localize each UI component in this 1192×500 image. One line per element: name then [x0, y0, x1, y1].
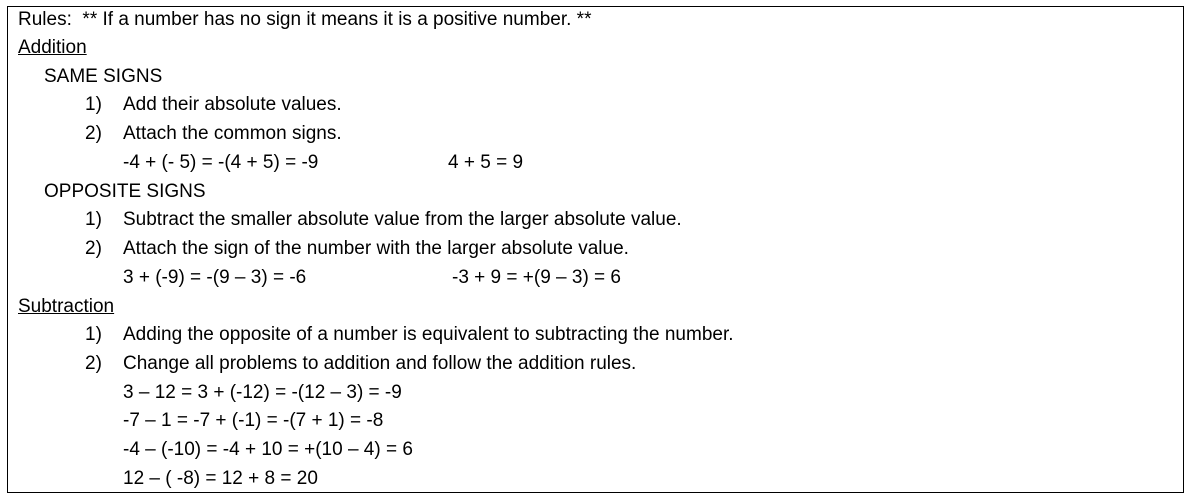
step-number: 2) [85, 123, 102, 144]
step-number: 2) [85, 238, 102, 259]
same-signs-example-2: 4 + 5 = 9 [448, 152, 524, 173]
opposite-signs-example-1: 3 + (-9) = -(9 – 3) = -6 [123, 267, 307, 288]
step-number: 1) [85, 209, 102, 230]
step-text: Attach the sign of the number with the larger absolute value. [123, 238, 629, 259]
step-text: Adding the opposite of a number is equivalent to subtracting the number. [123, 324, 734, 345]
step-text: Attach the common signs. [123, 123, 342, 144]
step-number: 2) [85, 353, 102, 374]
rules-line [18, 9, 591, 31]
rules-note: ** If a number has no sign it means it is a positive number. ** [82, 9, 592, 30]
subtraction-step-1 [85, 324, 734, 346]
step-text: Change all problems to addition and follow the addition rules. [123, 353, 637, 374]
opposite-signs-step-2 [85, 238, 629, 260]
subtraction-example-4: 12 – ( -8) = 12 + 8 = 20 [123, 468, 318, 489]
step-number: 1) [85, 94, 102, 115]
subtraction-example-1: 3 – 12 = 3 + (-12) = -(12 – 3) = -9 [123, 382, 402, 403]
step-text: Subtract the smaller absolute value from the larger absolute value. [123, 209, 682, 230]
subtraction-step-2 [85, 353, 636, 375]
subtraction-example-2: -7 – 1 = -7 + (-1) = -(7 + 1) = -8 [123, 410, 384, 431]
rules-label: Rules: [18, 9, 72, 30]
same-signs-step-2 [85, 123, 342, 145]
step-text: Add their absolute values. [123, 94, 342, 115]
same-signs-example-1: -4 + (- 5) = -(4 + 5) = -9 [123, 152, 319, 173]
step-number: 1) [85, 324, 102, 345]
subtraction-example-3: -4 – (-10) = -4 + 10 = +(10 – 4) = 6 [123, 439, 413, 460]
same-signs-step-1 [85, 94, 342, 116]
same-signs-heading: SAME SIGNS [44, 66, 163, 87]
opposite-signs-example-2: -3 + 9 = +(9 – 3) = 6 [452, 267, 621, 288]
opposite-signs-heading: OPPOSITE SIGNS [44, 181, 206, 202]
addition-heading: Addition [18, 37, 87, 58]
opposite-signs-step-1 [85, 209, 682, 231]
subtraction-heading: Subtraction [18, 296, 115, 317]
